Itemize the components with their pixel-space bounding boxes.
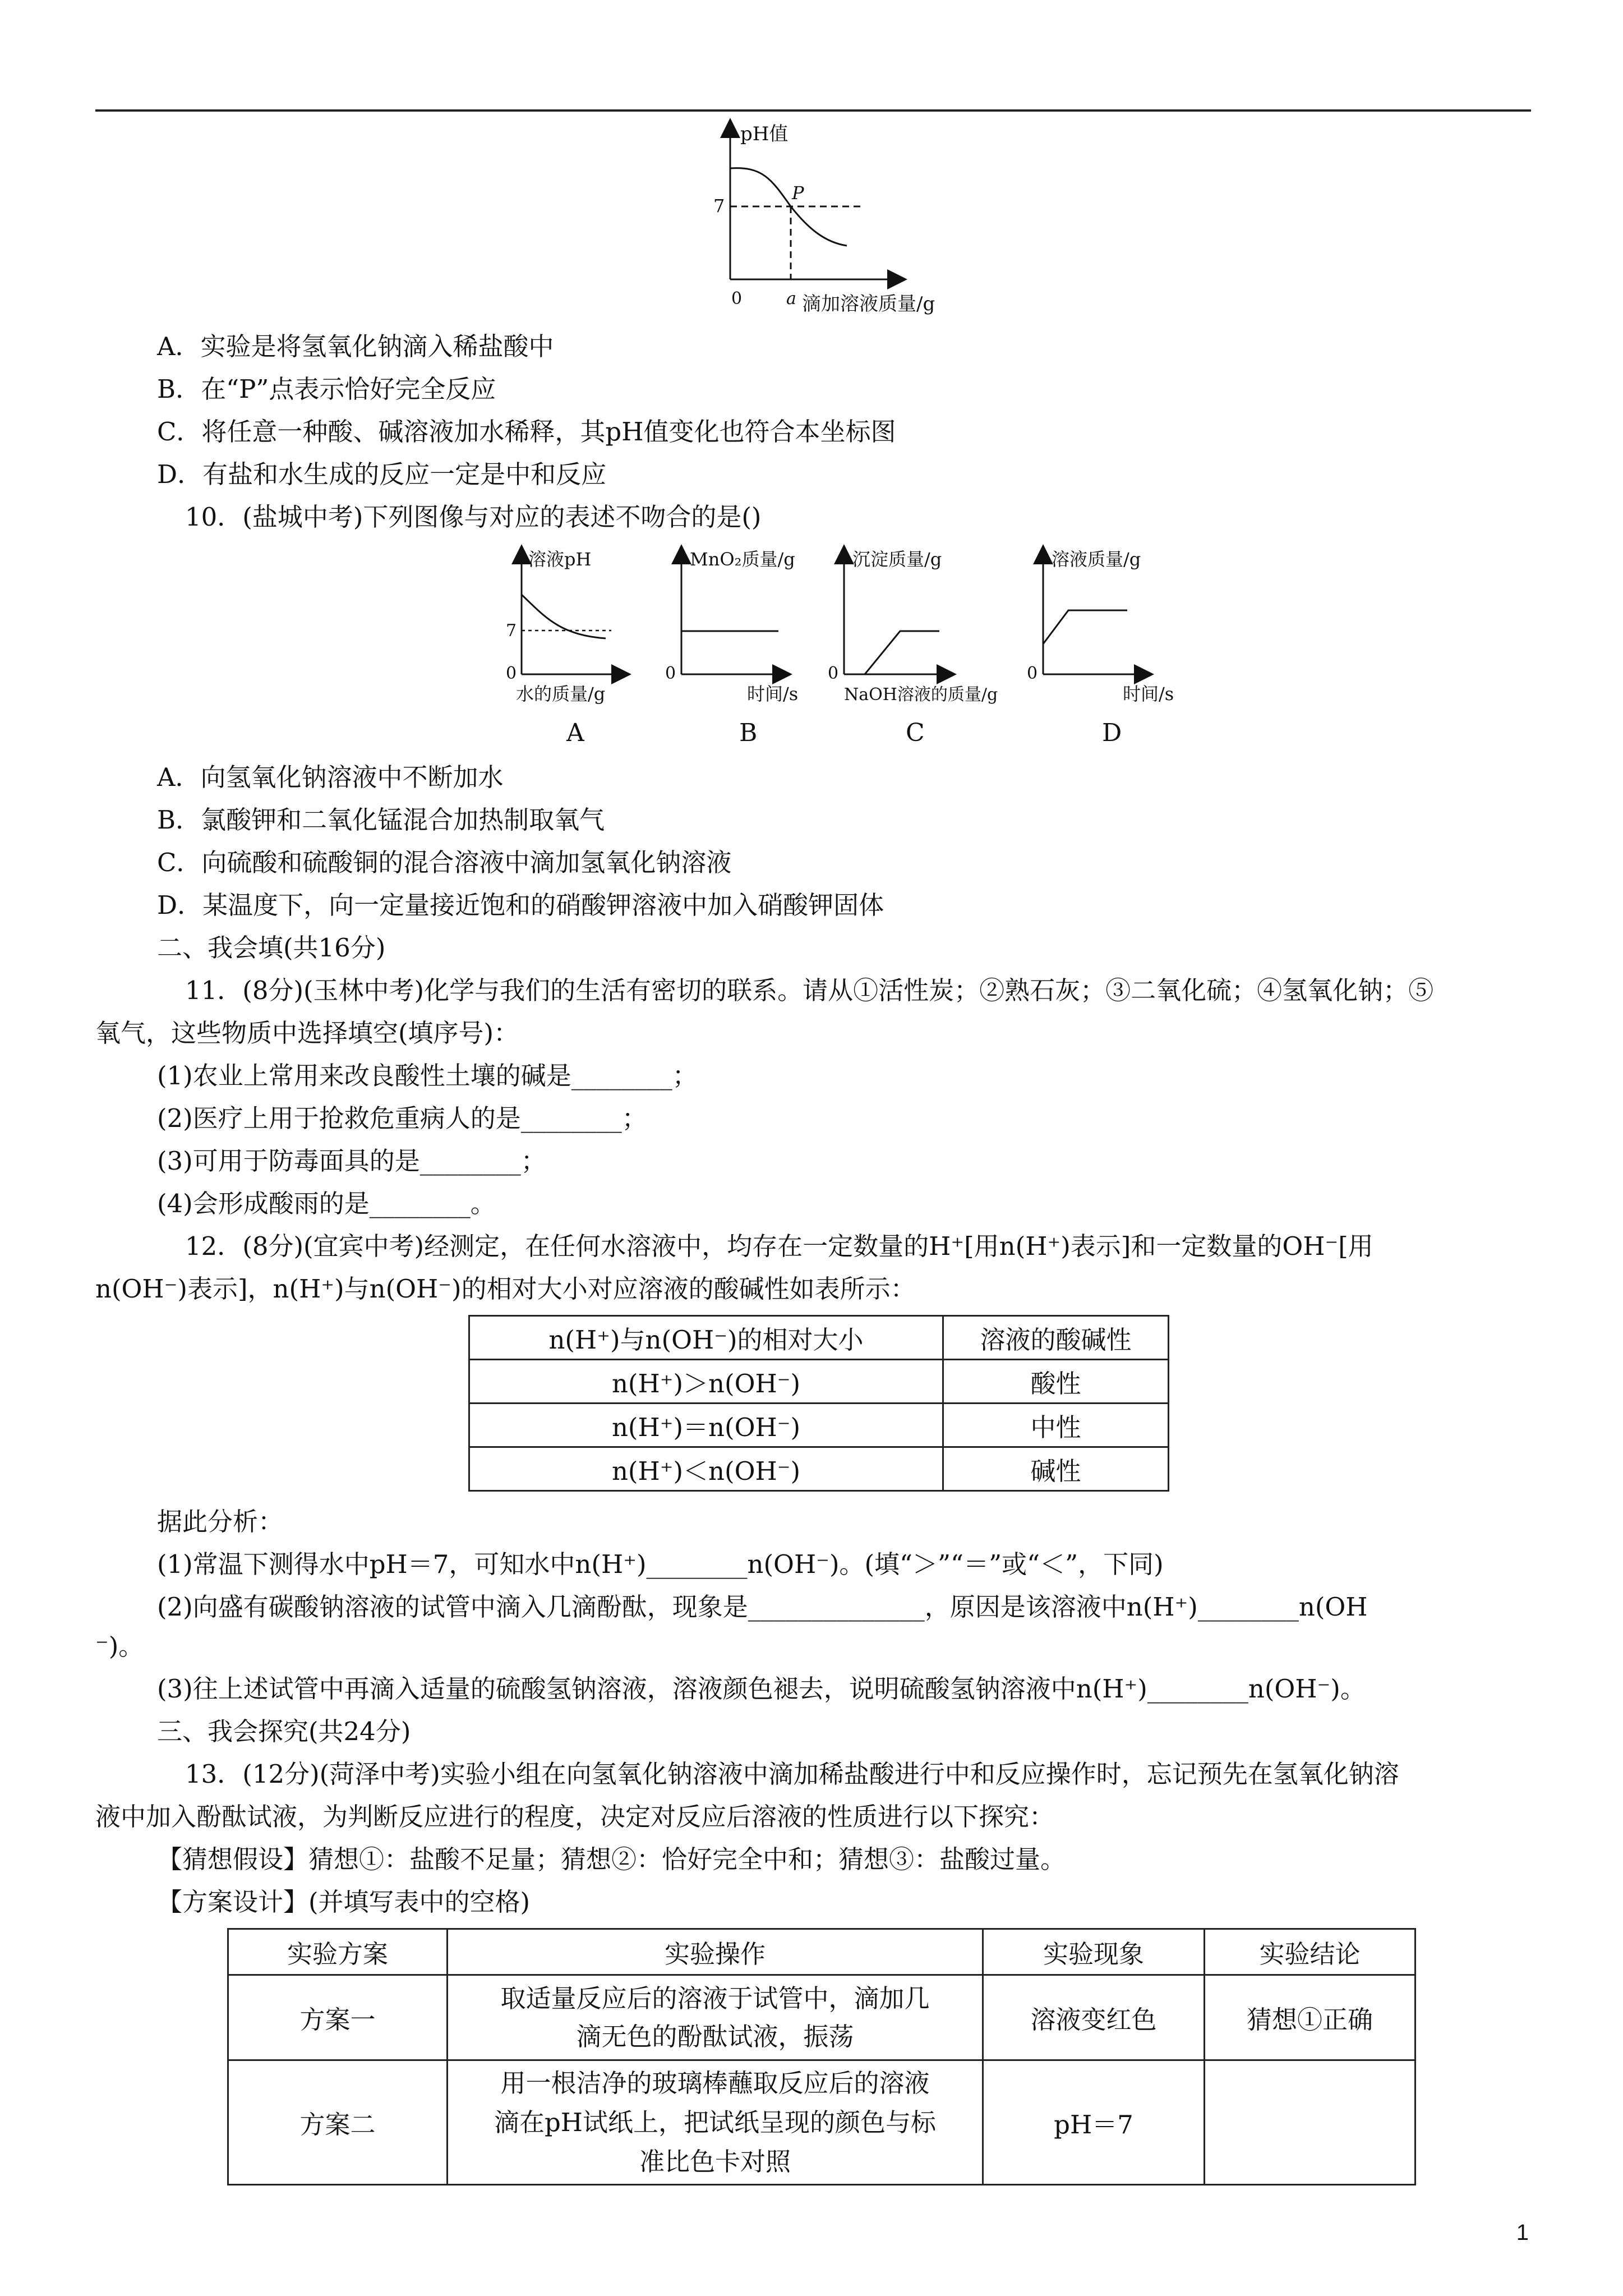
q13-row2-plan: 方案二 bbox=[228, 2060, 448, 2185]
graph-d-origin: 0 bbox=[1027, 664, 1038, 683]
graph-a-origin: 0 bbox=[506, 664, 517, 683]
q12-table-cell: 中性 bbox=[943, 1404, 1169, 1447]
q12-table-cell: n(H⁺)＝n(OH⁻) bbox=[469, 1404, 943, 1447]
graph-a-tick-7: 7 bbox=[506, 621, 517, 641]
q13-header-phen: 实验现象 bbox=[983, 1929, 1205, 1975]
q13-row1-plan: 方案一 bbox=[228, 1975, 448, 2060]
q13-row2-concl bbox=[1205, 2060, 1415, 2185]
q10-graphs bbox=[494, 543, 1211, 756]
q12-stem-1: 12．(8分)(宜宾中考)经测定，在任何水溶液中，均存在一定数量的H⁺[用n(H⁺)表示]和一定数量的OH⁻[用 bbox=[185, 1231, 1373, 1261]
q9-option-b: B．在“P”点表示恰好完全反应 bbox=[157, 374, 496, 404]
graph-b bbox=[665, 549, 798, 747]
q13-hypothesis: 【猜想假设】猜想①：盐酸不足量；猜想②：恰好完全中和；猜想③：盐酸过量。 bbox=[157, 1844, 1066, 1874]
q12-table-header-2: 溶液的酸碱性 bbox=[943, 1316, 1169, 1360]
q13-table bbox=[227, 1928, 1416, 2185]
point-p: P bbox=[792, 182, 804, 204]
q13-stem-1: 13．(12分)(菏泽中考)实验小组在向氢氧化钠溶液中滴加稀盐酸进行中和反应操作时，忘记预先在氢氧化钠溶 bbox=[185, 1759, 1399, 1789]
q12-table-cell: 碱性 bbox=[943, 1447, 1169, 1491]
q12-part-2b: ⁻)。 bbox=[95, 1631, 144, 1661]
q11-item-3: (3)可用于防毒面具的是________； bbox=[157, 1146, 546, 1176]
graph-d bbox=[1027, 549, 1174, 747]
q13-row2-op bbox=[448, 2060, 983, 2185]
graph-c-y-label: 沉淀质量/g bbox=[852, 549, 942, 570]
q11-item-4: (4)会形成酸雨的是________。 bbox=[157, 1189, 496, 1218]
y-axis-label: pH值 bbox=[740, 123, 789, 145]
q12-table-header-1: n(H⁺)与n(OH⁻)的相对大小 bbox=[469, 1316, 943, 1360]
q13-design: 【方案设计】(并填写表中的空格) bbox=[157, 1887, 531, 1917]
q11-item-2: (2)医疗上用于抢救危重病人的是________； bbox=[157, 1103, 647, 1133]
q12-table bbox=[468, 1315, 1169, 1492]
q13-row1-op-line: 取适量反应后的溶液于试管中，滴加几 bbox=[500, 1983, 930, 2013]
graph-c-x-label: NaOH溶液的质量/g bbox=[844, 685, 998, 705]
tick-7: 7 bbox=[713, 195, 725, 217]
graph-c-letter: C bbox=[906, 719, 925, 747]
page-number: 1 bbox=[1516, 2220, 1529, 2245]
q13-row1-concl: 猜想①正确 bbox=[1205, 1975, 1415, 2060]
q12-analysis: 据此分析： bbox=[157, 1507, 284, 1536]
graph-a-x-label: 水的质量/g bbox=[516, 683, 606, 705]
origin-label: 0 bbox=[731, 289, 743, 309]
section-2-heading: 二、我会填(共16分) bbox=[157, 933, 386, 963]
q11-stem-1: 11．(8分)(玉林中考)化学与我们的生活有密切的联系。请从①活性炭；②熟石灰；③二氧化硫；④氢氧化钠；⑤ bbox=[185, 976, 1434, 1005]
graph-a-y-label: 溶液pH bbox=[528, 549, 592, 570]
graph-d-letter: D bbox=[1102, 719, 1122, 747]
q13-row1-op bbox=[448, 1975, 983, 2060]
q13-row2-op-line: 准比色卡对照 bbox=[639, 2146, 791, 2177]
graph-c bbox=[828, 549, 998, 747]
q9-option-a: A．实验是将氢氧化钠滴入稀盐酸中 bbox=[157, 332, 554, 361]
graph-d-y-label: 溶液质量/g bbox=[1052, 549, 1141, 570]
q10-option-c: C．向硫酸和硫酸铜的混合溶液中滴加氢氧化钠溶液 bbox=[157, 848, 732, 877]
graph-c-origin: 0 bbox=[828, 664, 839, 683]
graph-b-origin: 0 bbox=[665, 664, 676, 683]
q13-row1-phen: 溶液变红色 bbox=[983, 1975, 1205, 2060]
graph-a-letter: A bbox=[566, 719, 584, 747]
q13-header-op: 实验操作 bbox=[448, 1929, 983, 1975]
ph-curve-figure bbox=[712, 118, 1004, 320]
q13-row2-phen: pH＝7 bbox=[983, 2060, 1205, 2185]
graph-b-y-label: MnO₂质量/g bbox=[690, 549, 795, 570]
q12-part-2a: (2)向盛有碳酸钠溶液的试管中滴入几滴酚酞，现象是______________，原因是该溶液中n(H⁺)________n(OH bbox=[157, 1592, 1368, 1622]
q13-row2-op-line: 用一根洁净的玻璃棒蘸取反应后的溶液 bbox=[500, 2068, 930, 2098]
q12-part-1: (1)常温下测得水中pH＝7，可知水中n(H⁺)________n(OH⁻)。(填“＞”“＝”或“＜”，下同) bbox=[157, 1549, 1164, 1579]
q13-row1-op-line: 滴无色的酚酞试液，振荡 bbox=[576, 2021, 854, 2051]
q12-stem-2: n(OH⁻)表示]，n(H⁺)与n(OH⁻)的相对大小对应溶液的酸碱性如表所示： bbox=[95, 1274, 916, 1304]
q12-table-cell: n(H⁺)＞n(OH⁻) bbox=[469, 1360, 943, 1404]
q13-header-plan: 实验方案 bbox=[228, 1929, 448, 1975]
graph-a bbox=[506, 549, 621, 747]
q12-part-3: (3)往上述试管中再滴入适量的硫酸氢钠溶液，溶液颜色褪去，说明硫酸氢钠溶液中n(H⁺)________n(OH⁻)。 bbox=[157, 1674, 1366, 1704]
q10-stem: 10．(盐城中考)下列图像与对应的表述不吻合的是() bbox=[185, 502, 762, 532]
graph-b-x-label: 时间/s bbox=[747, 683, 799, 705]
q12-table-cell: n(H⁺)＜n(OH⁻) bbox=[469, 1447, 943, 1491]
q13-stem-2: 液中加入酚酞试液，为判断反应进行的程度，决定对反应后溶液的性质进行以下探究： bbox=[95, 1802, 1055, 1832]
tick-a: a bbox=[786, 289, 796, 309]
q11-stem-2: 氧气，这些物质中选择填空(填序号)： bbox=[95, 1018, 519, 1048]
q10-option-b: B．氯酸钾和二氧化锰混合加热制取氧气 bbox=[157, 805, 605, 835]
q13-row2-op-line: 滴在pH试纸上，把试纸呈现的颜色与标 bbox=[494, 2107, 937, 2137]
q10-option-d: D．某温度下，向一定量接近饱和的硝酸钾溶液中加入硝酸钾固体 bbox=[157, 890, 884, 920]
q13-header-concl: 实验结论 bbox=[1205, 1929, 1415, 1975]
header-rule bbox=[95, 109, 1531, 112]
q9-option-c: C．将任意一种酸、碱溶液加水稀释，其pH值变化也符合本坐标图 bbox=[157, 417, 896, 447]
section-3-heading: 三、我会探究(共24分) bbox=[157, 1717, 411, 1746]
q11-item-1: (1)农业上常用来改良酸性土壤的碱是________； bbox=[157, 1061, 698, 1091]
x-axis-label: 滴加溶液质量/g bbox=[802, 293, 935, 315]
q9-option-d: D．有盐和水生成的反应一定是中和反应 bbox=[157, 459, 607, 489]
graph-b-letter: B bbox=[739, 719, 758, 747]
q10-option-a: A．向氢氧化钠溶液中不断加水 bbox=[157, 762, 504, 792]
q12-table-cell: 酸性 bbox=[943, 1360, 1169, 1404]
graph-d-x-label: 时间/s bbox=[1123, 683, 1174, 705]
